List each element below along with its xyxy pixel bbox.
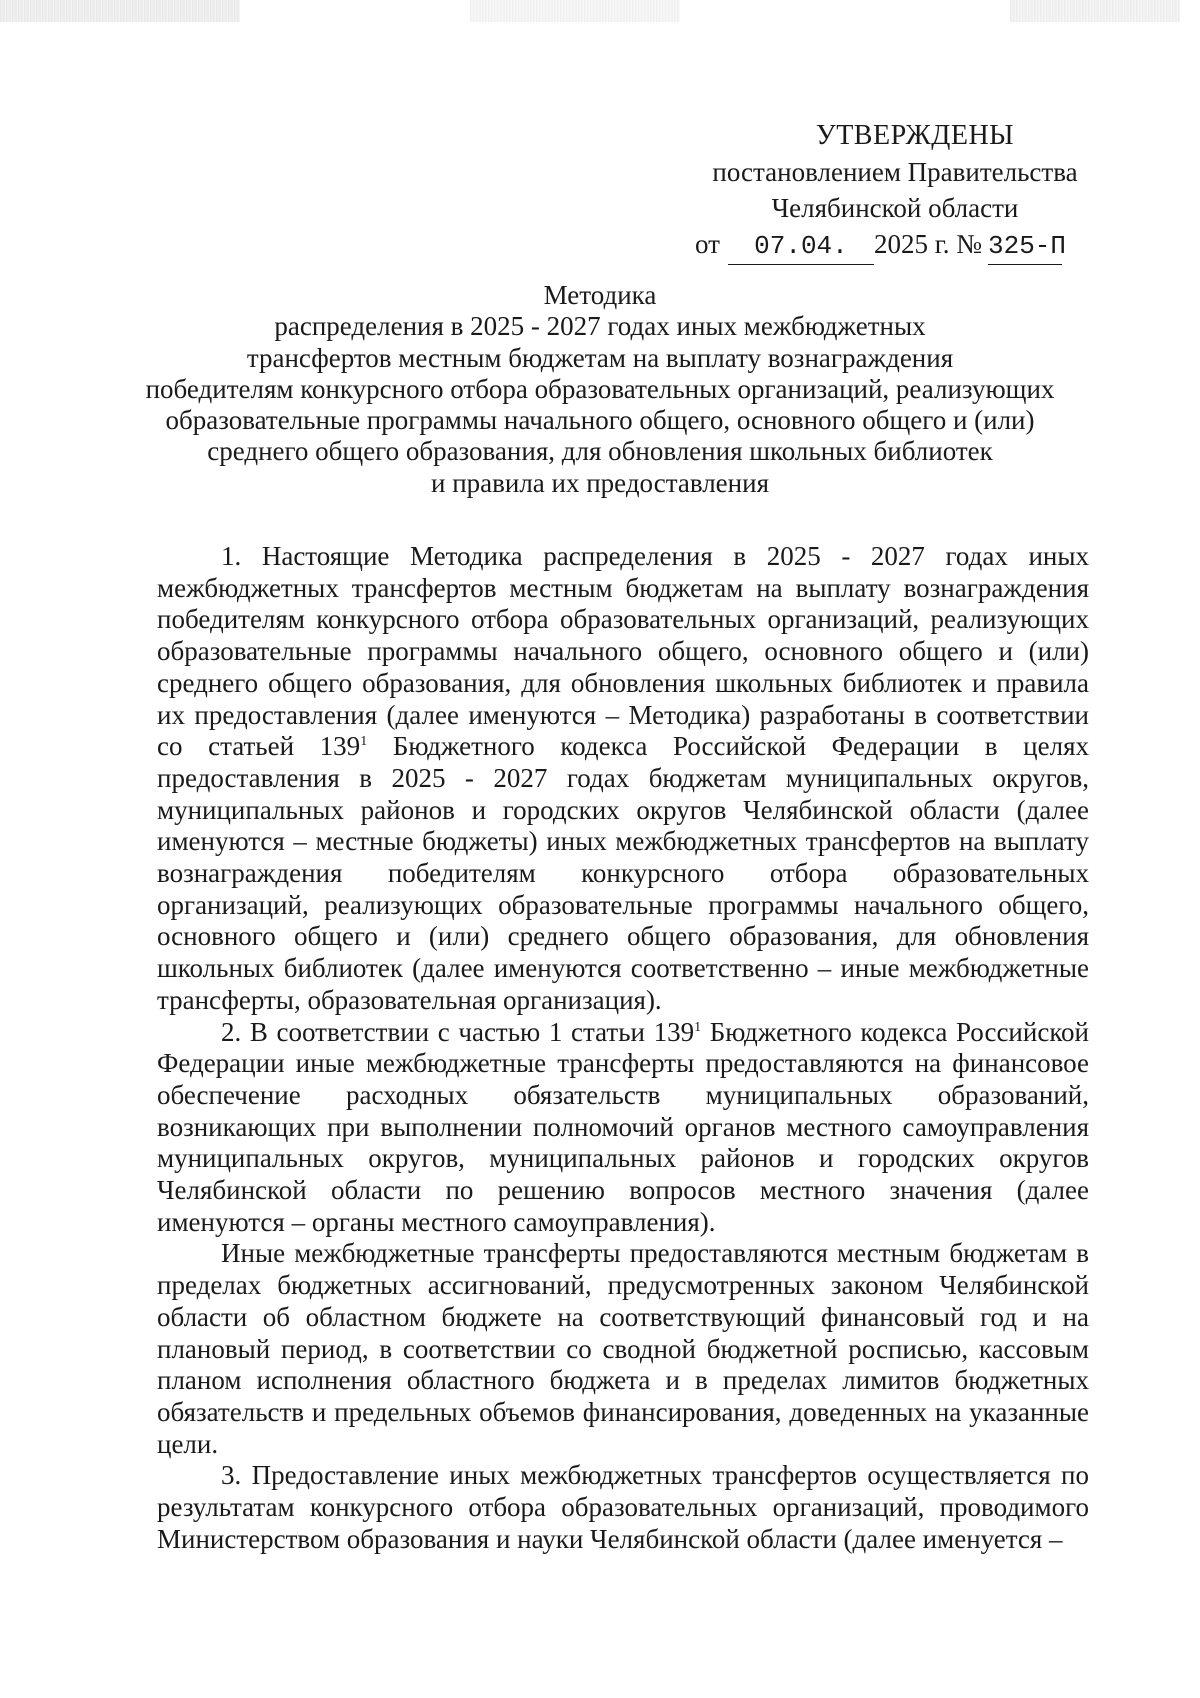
approval-date-line <box>685 226 1105 265</box>
heading-line: трансфертов местным бюджетам на выплату вознаграждения <box>246 342 954 373</box>
document-body <box>157 541 1089 1556</box>
heading-line: Методика <box>543 280 657 310</box>
heading-line: среднего общего образования, для обновления школьных библиотек <box>207 436 993 467</box>
paragraph-2 <box>157 1017 1089 1239</box>
document-heading <box>120 280 1080 499</box>
paragraph-1-text-cont: Бюджетного кодекса Российской Федерации в целях предоставления в 2025 - 2027 годах бюджетам муниципальных округов, муниципальных районов и городских округов Челябинской области (далее именуются – местные бюджеты) иных межбюджетных трансфертов на выплату вознаграждения победителям конкурсного отбора образовательных организаций, реализующих образовательные программы начального общего, основного общего и (или) среднего общего образования, для обновления школьных библиотек (далее именуются соответственно – иные межбюджетные трансферты, образовательная организация). <box>157 731 1089 1015</box>
date-field: 07.04. <box>728 228 874 265</box>
paragraph-2-text-cont: Бюджетного кодекса Российской Федерации иные межбюджетные трансферты предоставляются на финансовое обеспечение расходных обязательств муниципальных образований, возникающих при выполнении полномочий органов местного самоуправления муниципальных округов, муниципальных районов и городских округов Челябинской области по решению вопросов местного значения (далее именуются – органы местного самоуправления). <box>157 1016 1090 1237</box>
approval-title: УТВЕРЖДЕНЫ <box>815 120 1015 151</box>
date-suffix: 2025 г. № <box>873 229 982 259</box>
approval-line-2: Челябинской области <box>771 193 1019 223</box>
paragraph-1 <box>157 541 1089 1017</box>
paragraph-1-text: 1. Настоящие Методика распределения в 2025 - 2027 годах иных межбюджетных трансфертов местным бюджетам на выплату вознаграждения победителям конкурсного отбора образовательных организаций, реализующих образовательные программы начального общего, основного общего и (или) среднего общего образования, для обновления школьных библиотек и правила их предоставления (далее именуются – Методика) разработаны в соответствии со статьей 139 <box>157 541 1089 762</box>
heading-line: победителям конкурсного отбора образовательных организаций, реализующих <box>145 373 1055 404</box>
date-prefix: от <box>695 229 720 259</box>
heading-line: распределения в 2025 - 2027 годах иных межбюджетных <box>274 311 926 342</box>
heading-line: образовательные программы начального общего, основного общего и (или) <box>165 405 1035 436</box>
paragraph-4: 3. Предоставление иных межбюджетных трансфертов осуществляется по результатам конкурсного отбора образовательных организаций, проводимого Министерством образования и науки Челябинской области (далее именуется – <box>157 1460 1089 1554</box>
heading-line: и правила их предоставления <box>431 467 769 498</box>
paragraph-2-text: 2. В соответствии с частью 1 статьи 139 <box>221 1016 695 1047</box>
scan-artifact <box>470 0 680 22</box>
number-field: 325-П <box>988 228 1062 265</box>
paragraph-3: Иные межбюджетные трансферты предоставляются местным бюджетам в пределах бюджетных ассигнований, предусмотренных законом Челябинской области об областном бюджете на соответствующий финансовый год и на плановый период, в соответствии со сводной бюджетной росписью, кассовым планом исполнения областного бюджета и в пределах лимитов бюджетных обязательств и предельных объемов финансирования, доведенных на указанные цели. <box>157 1238 1089 1459</box>
approval-stamp-block <box>685 118 1105 265</box>
scan-artifact <box>1010 0 1180 22</box>
superscript: 1 <box>360 734 368 750</box>
superscript: 1 <box>694 1019 702 1035</box>
approval-line-1: постановлением Правительства <box>712 157 1078 187</box>
scan-artifact <box>0 0 240 22</box>
